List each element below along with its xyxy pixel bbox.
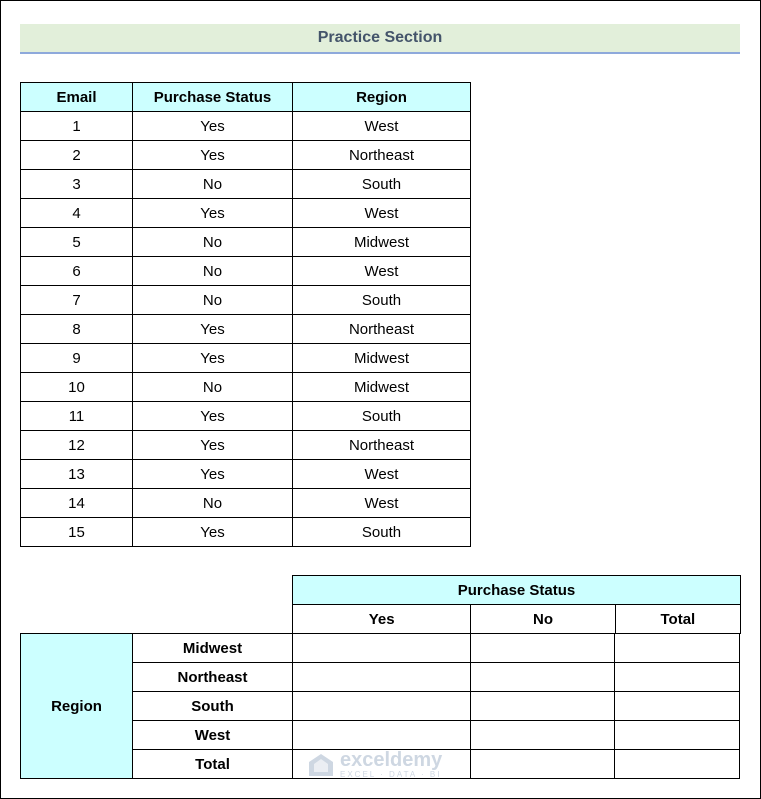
region-cell[interactable]: Northeast: [293, 431, 471, 460]
email-cell[interactable]: 4: [21, 199, 133, 228]
purchase-status-cell[interactable]: Yes: [133, 460, 293, 489]
pivot-row-group-label[interactable]: Region: [21, 634, 133, 779]
email-cell[interactable]: 5: [21, 228, 133, 257]
region-cell[interactable]: South: [293, 518, 471, 547]
table-row: [21, 489, 471, 518]
pivot-column-total[interactable]: Total: [615, 605, 740, 634]
table-row: [21, 228, 471, 257]
pivot-row-label[interactable]: Northeast: [133, 663, 293, 692]
column-header-email[interactable]: Email: [21, 83, 133, 112]
table-row: [21, 286, 471, 315]
table-row: [21, 141, 471, 170]
table-row: [21, 199, 471, 228]
region-cell[interactable]: West: [293, 460, 471, 489]
column-header-region[interactable]: Region: [293, 83, 471, 112]
pivot-cell[interactable]: [471, 692, 615, 721]
pivot-column-yes[interactable]: Yes: [293, 605, 471, 634]
email-cell[interactable]: 8: [21, 315, 133, 344]
purchase-status-cell[interactable]: No: [133, 286, 293, 315]
purchase-status-cell[interactable]: Yes: [133, 344, 293, 373]
email-cell[interactable]: 1: [21, 112, 133, 141]
region-cell[interactable]: Midwest: [293, 344, 471, 373]
pivot-cell[interactable]: [471, 750, 615, 779]
region-cell[interactable]: West: [293, 199, 471, 228]
email-cell[interactable]: 12: [21, 431, 133, 460]
table-row: [21, 170, 471, 199]
column-header-purchase-status[interactable]: Purchase Status: [133, 83, 293, 112]
email-cell[interactable]: 15: [21, 518, 133, 547]
pivot-row-label[interactable]: South: [133, 692, 293, 721]
watermark-name: exceldemy: [340, 749, 443, 771]
region-cell[interactable]: Northeast: [293, 315, 471, 344]
purchase-status-cell[interactable]: Yes: [133, 518, 293, 547]
table-row: [21, 112, 471, 141]
region-cell[interactable]: West: [293, 112, 471, 141]
pivot-cell[interactable]: [293, 692, 471, 721]
region-cell[interactable]: South: [293, 402, 471, 431]
email-cell[interactable]: 2: [21, 141, 133, 170]
pivot-row: [21, 634, 740, 663]
purchase-status-cell[interactable]: No: [133, 257, 293, 286]
purchase-status-cell[interactable]: Yes: [133, 199, 293, 228]
region-cell[interactable]: South: [293, 170, 471, 199]
table-row: [21, 402, 471, 431]
purchase-status-cell[interactable]: Yes: [133, 141, 293, 170]
pivot-row-label[interactable]: Total: [133, 750, 293, 779]
data-table: [20, 82, 471, 547]
email-cell[interactable]: 6: [21, 257, 133, 286]
region-cell[interactable]: West: [293, 257, 471, 286]
table-row: [21, 315, 471, 344]
pivot-cell[interactable]: [615, 750, 740, 779]
email-cell[interactable]: 13: [21, 460, 133, 489]
email-cell[interactable]: 9: [21, 344, 133, 373]
page-title: [20, 24, 740, 54]
pivot-cell[interactable]: [615, 663, 740, 692]
region-cell[interactable]: Midwest: [293, 228, 471, 257]
purchase-status-cell[interactable]: Yes: [133, 402, 293, 431]
pivot-row-label[interactable]: West: [133, 721, 293, 750]
purchase-status-cell[interactable]: No: [133, 228, 293, 257]
pivot-cell[interactable]: [293, 663, 471, 692]
region-cell[interactable]: West: [293, 489, 471, 518]
page-title-text: Practice Section: [317, 29, 443, 46]
pivot-cell[interactable]: [615, 721, 740, 750]
purchase-status-cell[interactable]: No: [133, 489, 293, 518]
email-cell[interactable]: 10: [21, 373, 133, 402]
pivot-cell[interactable]: [471, 721, 615, 750]
purchase-status-cell[interactable]: Yes: [133, 315, 293, 344]
purchase-status-cell[interactable]: Yes: [133, 112, 293, 141]
pivot-cell[interactable]: [615, 692, 740, 721]
table-row: [21, 257, 471, 286]
region-cell[interactable]: Midwest: [293, 373, 471, 402]
table-row: [21, 431, 471, 460]
table-row: [21, 518, 471, 547]
table-row: [21, 460, 471, 489]
watermark-tagline: EXCEL · DATA · BI: [340, 770, 442, 779]
pivot-column-no[interactable]: No: [471, 605, 615, 634]
region-cell[interactable]: South: [293, 286, 471, 315]
region-cell[interactable]: Northeast: [293, 141, 471, 170]
pivot-cell[interactable]: [293, 634, 471, 663]
watermark: [308, 750, 442, 779]
header-row: [21, 83, 471, 112]
pivot-column-header: [292, 575, 741, 634]
table-row: [21, 373, 471, 402]
purchase-status-cell[interactable]: Yes: [133, 431, 293, 460]
table-row: [21, 344, 471, 373]
pivot-cell[interactable]: [615, 634, 740, 663]
email-cell[interactable]: 14: [21, 489, 133, 518]
pivot-cell[interactable]: [471, 634, 615, 663]
email-cell[interactable]: 11: [21, 402, 133, 431]
email-cell[interactable]: 7: [21, 286, 133, 315]
purchase-status-cell[interactable]: No: [133, 170, 293, 199]
purchase-status-cell[interactable]: No: [133, 373, 293, 402]
pivot-row-label[interactable]: Midwest: [133, 634, 293, 663]
pivot-cell[interactable]: [471, 663, 615, 692]
exceldemy-logo-icon: [308, 753, 334, 777]
pivot-column-group-label[interactable]: Purchase Status: [293, 576, 741, 605]
email-cell[interactable]: 3: [21, 170, 133, 199]
pivot-cell[interactable]: [293, 721, 471, 750]
